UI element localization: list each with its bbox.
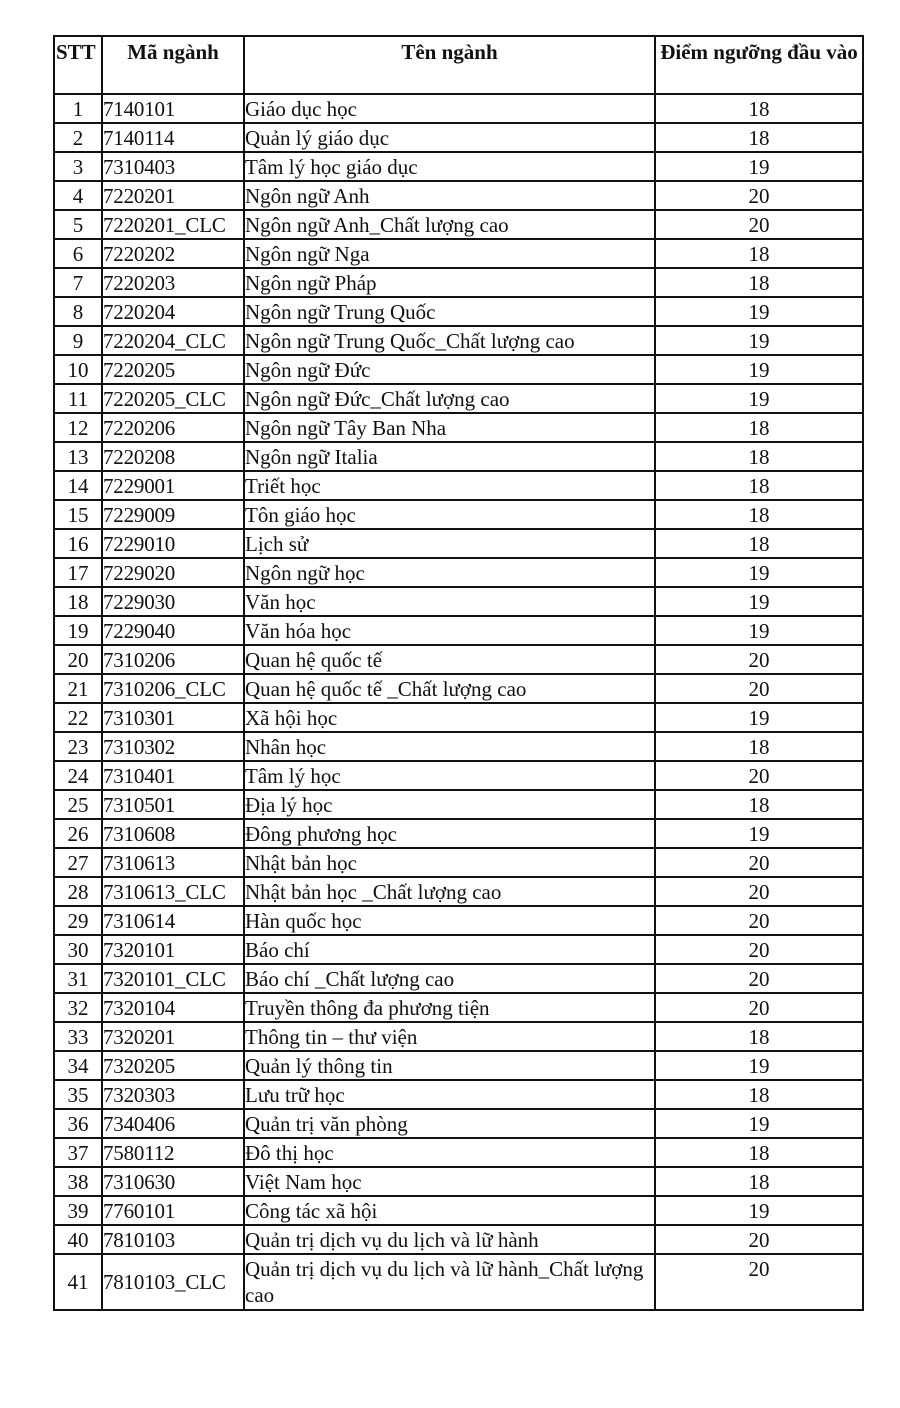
row-stt-cell: 17 — [54, 558, 102, 587]
row-stt-cell: 23 — [54, 732, 102, 761]
table-row — [54, 1138, 863, 1167]
row-major-code-cell: 7340406 — [102, 1109, 244, 1138]
row-major-code-cell: 7310630 — [102, 1167, 244, 1196]
row-stt-cell: 9 — [54, 326, 102, 355]
row-stt-cell: 25 — [54, 790, 102, 819]
row-major-code-cell: 7310614 — [102, 906, 244, 935]
table-row — [54, 935, 863, 964]
row-major-code-cell: 7220204_CLC — [102, 326, 244, 355]
table-row — [54, 1051, 863, 1080]
header-major-name: Tên ngành — [244, 36, 655, 94]
row-major-code-cell: 7310301 — [102, 703, 244, 732]
row-major-code-cell: 7229040 — [102, 616, 244, 645]
row-threshold-score-cell: 19 — [655, 819, 863, 848]
row-major-name-cell: Quan hệ quốc tế _Chất lượng cao — [244, 674, 655, 703]
table-row — [54, 674, 863, 703]
row-major-name-cell: Ngôn ngữ Nga — [244, 239, 655, 268]
row-major-code-cell: 7220205_CLC — [102, 384, 244, 413]
admission-threshold-table — [53, 35, 864, 1311]
row-major-code-cell: 7220201 — [102, 181, 244, 210]
row-stt-cell: 26 — [54, 819, 102, 848]
row-stt-cell: 35 — [54, 1080, 102, 1109]
table-row — [54, 123, 863, 152]
row-major-code-cell: 7220205 — [102, 355, 244, 384]
table-row — [54, 993, 863, 1022]
row-major-code-cell: 7140101 — [102, 94, 244, 123]
table-row — [54, 442, 863, 471]
row-threshold-score-cell: 20 — [655, 181, 863, 210]
row-threshold-score-cell: 20 — [655, 761, 863, 790]
row-threshold-score-cell: 20 — [655, 906, 863, 935]
row-stt-cell: 8 — [54, 297, 102, 326]
row-major-code-cell: 7229030 — [102, 587, 244, 616]
row-stt-cell: 1 — [54, 94, 102, 123]
row-major-code-cell: 7229001 — [102, 471, 244, 500]
table-row — [54, 616, 863, 645]
row-threshold-score-cell: 20 — [655, 993, 863, 1022]
table-row — [54, 819, 863, 848]
table-row — [54, 877, 863, 906]
row-threshold-score-cell: 18 — [655, 1080, 863, 1109]
table-row — [54, 703, 863, 732]
row-major-name-cell: Quản lý giáo dục — [244, 123, 655, 152]
row-threshold-score-cell: 20 — [655, 645, 863, 674]
row-major-name-cell: Nhật bản học — [244, 848, 655, 877]
row-threshold-score-cell: 18 — [655, 123, 863, 152]
row-threshold-score-cell: 18 — [655, 732, 863, 761]
table-row — [54, 239, 863, 268]
row-major-name-cell: Ngôn ngữ Đức_Chất lượng cao — [244, 384, 655, 413]
row-major-name-cell: Văn hóa học — [244, 616, 655, 645]
row-major-name-cell: Đô thị học — [244, 1138, 655, 1167]
row-major-code-cell: 7220204 — [102, 297, 244, 326]
row-major-code-cell: 7810103 — [102, 1225, 244, 1254]
row-major-code-cell: 7220201_CLC — [102, 210, 244, 239]
row-threshold-score-cell: 19 — [655, 1109, 863, 1138]
row-stt-cell: 14 — [54, 471, 102, 500]
table-row — [54, 94, 863, 123]
row-stt-cell: 13 — [54, 442, 102, 471]
row-major-name-cell: Tôn giáo học — [244, 500, 655, 529]
row-major-name-cell: Quản trị dịch vụ du lịch và lữ hành_Chất lượng cao — [244, 1254, 655, 1310]
row-major-code-cell: 7229020 — [102, 558, 244, 587]
row-stt-cell: 27 — [54, 848, 102, 877]
row-threshold-score-cell: 19 — [655, 384, 863, 413]
row-major-code-cell: 7320104 — [102, 993, 244, 1022]
row-major-name-cell: Ngôn ngữ Anh — [244, 181, 655, 210]
row-threshold-score-cell: 18 — [655, 471, 863, 500]
row-stt-cell: 21 — [54, 674, 102, 703]
table-row — [54, 1022, 863, 1051]
row-stt-cell: 4 — [54, 181, 102, 210]
row-stt-cell: 31 — [54, 964, 102, 993]
row-major-name-cell: Báo chí _Chất lượng cao — [244, 964, 655, 993]
row-stt-cell: 38 — [54, 1167, 102, 1196]
row-major-code-cell: 7320205 — [102, 1051, 244, 1080]
table-row — [54, 1080, 863, 1109]
row-stt-cell: 2 — [54, 123, 102, 152]
row-major-name-cell: Đông phương học — [244, 819, 655, 848]
row-stt-cell: 24 — [54, 761, 102, 790]
row-major-name-cell: Quản lý thông tin — [244, 1051, 655, 1080]
row-major-code-cell: 7220208 — [102, 442, 244, 471]
table-row — [54, 181, 863, 210]
table-row — [54, 732, 863, 761]
row-major-code-cell: 7310501 — [102, 790, 244, 819]
row-stt-cell: 5 — [54, 210, 102, 239]
row-stt-cell: 22 — [54, 703, 102, 732]
row-threshold-score-cell: 18 — [655, 268, 863, 297]
row-threshold-score-cell: 20 — [655, 1254, 863, 1310]
row-major-name-cell: Lưu trữ học — [244, 1080, 655, 1109]
row-stt-cell: 7 — [54, 268, 102, 297]
row-major-name-cell: Nhân học — [244, 732, 655, 761]
row-major-name-cell: Xã hội học — [244, 703, 655, 732]
row-threshold-score-cell: 18 — [655, 529, 863, 558]
table-row — [54, 1109, 863, 1138]
row-threshold-score-cell: 19 — [655, 558, 863, 587]
row-stt-cell: 15 — [54, 500, 102, 529]
table-row — [54, 587, 863, 616]
row-major-name-cell: Hàn quốc học — [244, 906, 655, 935]
row-major-name-cell: Quan hệ quốc tế — [244, 645, 655, 674]
row-threshold-score-cell: 19 — [655, 355, 863, 384]
row-major-name-cell: Ngôn ngữ Anh_Chất lượng cao — [244, 210, 655, 239]
table-row — [54, 645, 863, 674]
row-threshold-score-cell: 20 — [655, 964, 863, 993]
table-row — [54, 761, 863, 790]
row-major-name-cell: Triết học — [244, 471, 655, 500]
table-row — [54, 500, 863, 529]
row-major-code-cell: 7320201 — [102, 1022, 244, 1051]
row-threshold-score-cell: 18 — [655, 1022, 863, 1051]
table-row — [54, 297, 863, 326]
row-threshold-score-cell: 20 — [655, 674, 863, 703]
table-row — [54, 471, 863, 500]
row-major-code-cell: 7220206 — [102, 413, 244, 442]
row-stt-cell: 12 — [54, 413, 102, 442]
row-stt-cell: 20 — [54, 645, 102, 674]
header-threshold-score: Điểm ngưỡng đầu vào — [655, 36, 863, 94]
row-major-name-cell: Ngôn ngữ Trung Quốc_Chất lượng cao — [244, 326, 655, 355]
row-major-name-cell: Văn học — [244, 587, 655, 616]
row-major-name-cell: Truyền thông đa phương tiện — [244, 993, 655, 1022]
table-row — [54, 152, 863, 181]
row-major-code-cell: 7760101 — [102, 1196, 244, 1225]
row-threshold-score-cell: 19 — [655, 587, 863, 616]
row-major-code-cell: 7229010 — [102, 529, 244, 558]
row-threshold-score-cell: 20 — [655, 848, 863, 877]
row-major-code-cell: 7310608 — [102, 819, 244, 848]
row-major-code-cell: 7310613 — [102, 848, 244, 877]
row-stt-cell: 30 — [54, 935, 102, 964]
row-threshold-score-cell: 20 — [655, 210, 863, 239]
header-major-code: Mã ngành — [102, 36, 244, 94]
table-row — [54, 1225, 863, 1254]
row-stt-cell: 32 — [54, 993, 102, 1022]
row-major-name-cell: Quản trị dịch vụ du lịch và lữ hành — [244, 1225, 655, 1254]
row-threshold-score-cell: 18 — [655, 790, 863, 819]
row-stt-cell: 28 — [54, 877, 102, 906]
row-major-name-cell: Ngôn ngữ Trung Quốc — [244, 297, 655, 326]
row-major-code-cell: 7140114 — [102, 123, 244, 152]
row-major-code-cell: 7810103_CLC — [102, 1254, 244, 1310]
row-threshold-score-cell: 20 — [655, 1225, 863, 1254]
table-row — [54, 906, 863, 935]
row-major-code-cell: 7310302 — [102, 732, 244, 761]
row-major-code-cell: 7310206_CLC — [102, 674, 244, 703]
row-threshold-score-cell: 18 — [655, 500, 863, 529]
row-major-name-cell: Giáo dục học — [244, 94, 655, 123]
table-row — [54, 790, 863, 819]
row-threshold-score-cell: 19 — [655, 616, 863, 645]
row-major-name-cell: Lịch sử — [244, 529, 655, 558]
row-major-code-cell: 7310613_CLC — [102, 877, 244, 906]
row-major-name-cell: Quản trị văn phòng — [244, 1109, 655, 1138]
row-major-code-cell: 7220202 — [102, 239, 244, 268]
table-row — [54, 268, 863, 297]
row-major-code-cell: 7220203 — [102, 268, 244, 297]
row-threshold-score-cell: 20 — [655, 935, 863, 964]
row-threshold-score-cell: 18 — [655, 1138, 863, 1167]
row-stt-cell: 11 — [54, 384, 102, 413]
row-threshold-score-cell: 18 — [655, 413, 863, 442]
table-row — [54, 413, 863, 442]
row-threshold-score-cell: 18 — [655, 94, 863, 123]
row-major-name-cell: Tâm lý học — [244, 761, 655, 790]
row-major-code-cell: 7320101_CLC — [102, 964, 244, 993]
table-row — [54, 1254, 863, 1310]
table-row — [54, 558, 863, 587]
table-row — [54, 1167, 863, 1196]
row-major-name-cell: Ngôn ngữ Tây Ban Nha — [244, 413, 655, 442]
row-major-code-cell: 7229009 — [102, 500, 244, 529]
row-major-name-cell: Tâm lý học giáo dục — [244, 152, 655, 181]
row-stt-cell: 40 — [54, 1225, 102, 1254]
table-row — [54, 529, 863, 558]
row-major-name-cell: Ngôn ngữ Pháp — [244, 268, 655, 297]
table-row — [54, 355, 863, 384]
row-stt-cell: 41 — [54, 1254, 102, 1310]
row-stt-cell: 33 — [54, 1022, 102, 1051]
row-major-name-cell: Ngôn ngữ Italia — [244, 442, 655, 471]
row-stt-cell: 36 — [54, 1109, 102, 1138]
row-major-name-cell: Địa lý học — [244, 790, 655, 819]
admission-threshold-document — [53, 35, 862, 1311]
row-threshold-score-cell: 19 — [655, 1051, 863, 1080]
row-major-code-cell: 7320101 — [102, 935, 244, 964]
row-major-code-cell: 7310206 — [102, 645, 244, 674]
row-threshold-score-cell: 19 — [655, 152, 863, 181]
row-stt-cell: 18 — [54, 587, 102, 616]
row-threshold-score-cell: 19 — [655, 1196, 863, 1225]
table-row — [54, 1196, 863, 1225]
row-stt-cell: 39 — [54, 1196, 102, 1225]
table-row — [54, 384, 863, 413]
row-major-code-cell: 7310403 — [102, 152, 244, 181]
row-major-name-cell: Ngôn ngữ học — [244, 558, 655, 587]
row-major-code-cell: 7310401 — [102, 761, 244, 790]
row-threshold-score-cell: 20 — [655, 877, 863, 906]
row-major-name-cell: Việt Nam học — [244, 1167, 655, 1196]
header-stt: STT — [54, 36, 102, 94]
row-stt-cell: 10 — [54, 355, 102, 384]
table-row — [54, 326, 863, 355]
row-threshold-score-cell: 18 — [655, 239, 863, 268]
row-stt-cell: 29 — [54, 906, 102, 935]
row-major-name-cell: Công tác xã hội — [244, 1196, 655, 1225]
row-threshold-score-cell: 19 — [655, 326, 863, 355]
row-major-name-cell: Thông tin – thư viện — [244, 1022, 655, 1051]
row-major-code-cell: 7580112 — [102, 1138, 244, 1167]
row-threshold-score-cell: 18 — [655, 1167, 863, 1196]
row-major-code-cell: 7320303 — [102, 1080, 244, 1109]
row-major-name-cell: Nhật bản học _Chất lượng cao — [244, 877, 655, 906]
row-stt-cell: 3 — [54, 152, 102, 181]
row-threshold-score-cell: 18 — [655, 442, 863, 471]
row-major-name-cell: Báo chí — [244, 935, 655, 964]
row-stt-cell: 19 — [54, 616, 102, 645]
row-stt-cell: 16 — [54, 529, 102, 558]
row-stt-cell: 34 — [54, 1051, 102, 1080]
table-header-row — [54, 36, 863, 94]
row-threshold-score-cell: 19 — [655, 297, 863, 326]
table-row — [54, 848, 863, 877]
table-row — [54, 210, 863, 239]
row-major-name-cell: Ngôn ngữ Đức — [244, 355, 655, 384]
row-threshold-score-cell: 19 — [655, 703, 863, 732]
row-stt-cell: 6 — [54, 239, 102, 268]
row-stt-cell: 37 — [54, 1138, 102, 1167]
table-body — [54, 94, 863, 1310]
table-row — [54, 964, 863, 993]
